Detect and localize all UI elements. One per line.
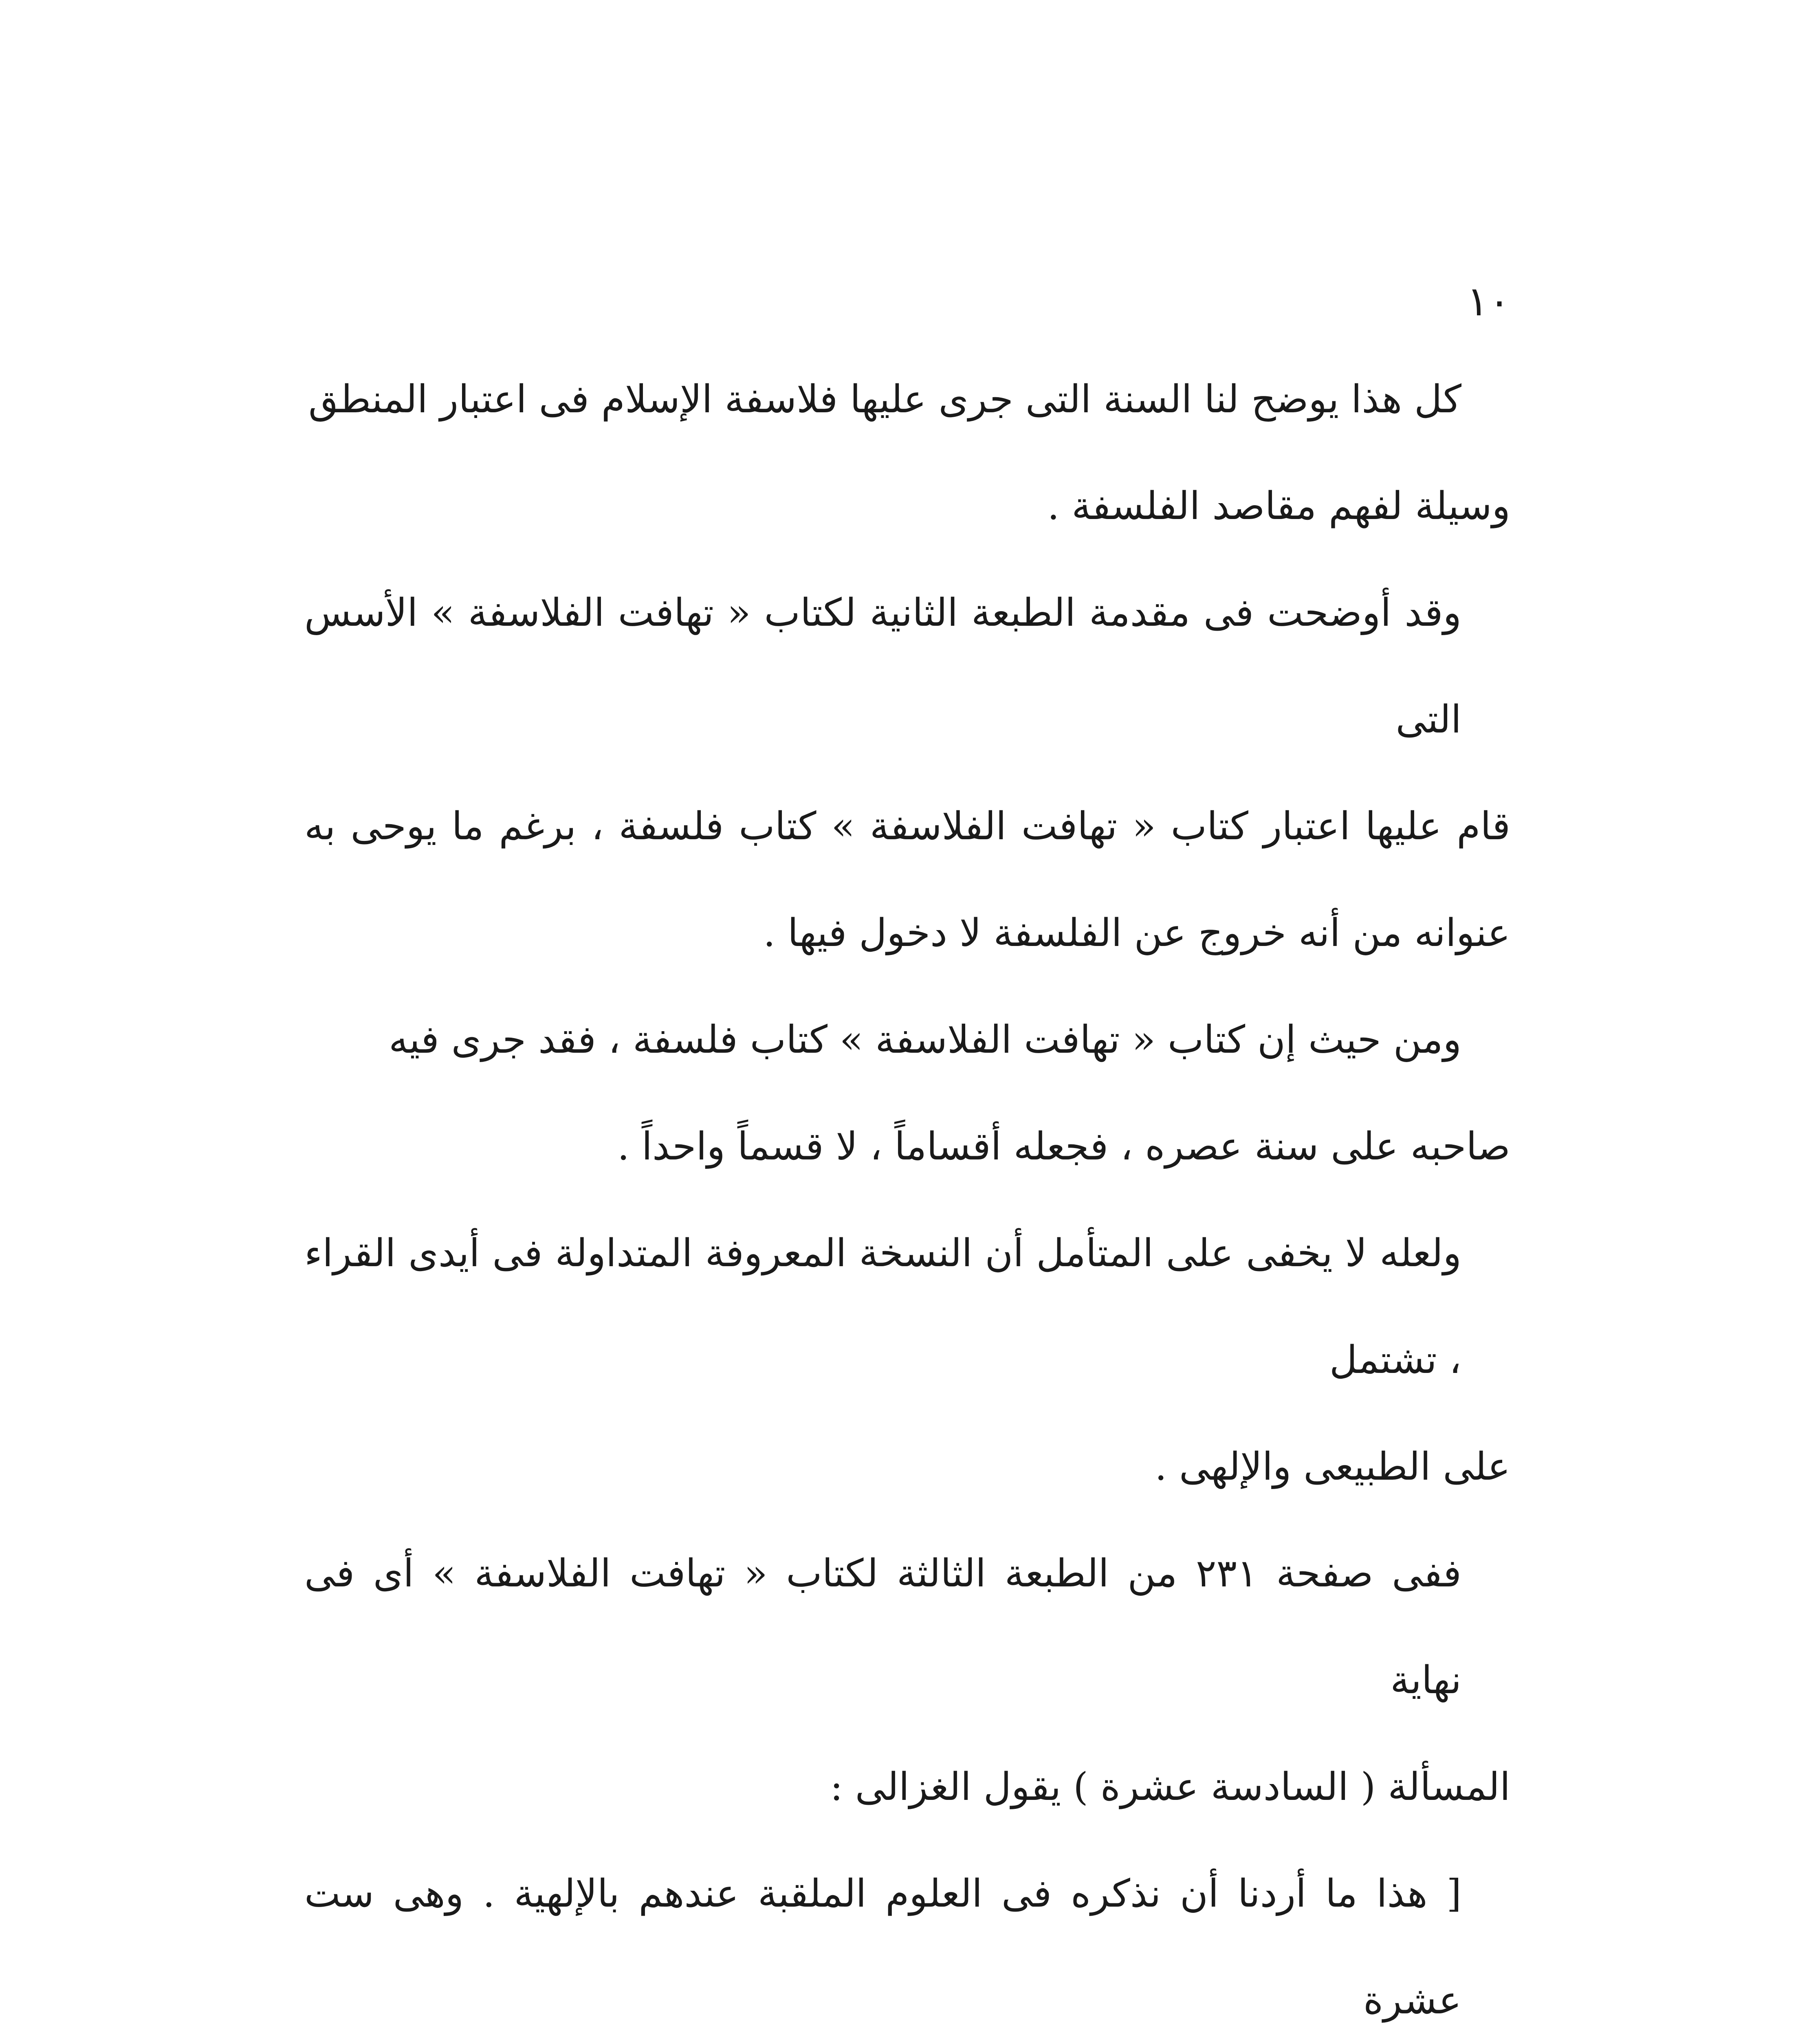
paragraph-5-first-line: ففى صفحة ٢٣١ من الطبعة الثالثة لكتاب « تهافت الفلاسفة » أى فى نهاية [304,1551,1461,1703]
paragraph-2 [304,560,1510,987]
paragraph-1 [304,346,1510,560]
paragraph-4 [304,1200,1510,1520]
body-text [304,346,1510,2037]
paragraph-2-rest: قام عليها اعتبار كتاب « تهافت الفلاسفة » كتاب فلسفة ، برغم ما يوحى به عنوانه من أنه خروج عن الفلسفة لا دخول فيها . [304,804,1510,955]
paragraph-5 [304,1520,1510,1841]
quotation-paragraph [304,1841,1510,2037]
paragraph-1-rest: وسيلة لفهم مقاصد الفلسفة . [1047,484,1510,528]
paragraph-4-first-line: ولعله لا يخفى على المتأمل أن النسخة المعروفة المتداولة فى أيدى القراء ، تشتمل [304,1231,1461,1382]
paragraph-2-first-line: وقد أوضحت فى مقدمة الطبعة الثانية لكتاب « تهافت الفلاسفة » الأسس التى [304,591,1461,742]
paragraph-3-rest: صاحبه على سنة عصره ، فجعله أقساماً ، لا قسماً واحداً . [617,1124,1510,1169]
paragraph-5-rest: المسألة ( السادسة عشرة ) يقول الغزالى : [830,1765,1510,1809]
paragraph-3 [304,987,1510,1200]
paragraph-1-first-line: كل هذا يوضح لنا السنة التى جرى عليها فلاسفة الإسلام فى اعتبار المنطق [308,377,1461,422]
page-number: ١٠ [1466,277,1510,325]
paragraph-4-rest: على الطبيعى والإلهى . [1155,1445,1510,1489]
quotation-first-line: [ هذا ما أردنا أن نذكره فى العلوم الملقبة عندهم بالإلهية . وهى ست عشرة [304,1872,1461,2023]
paragraph-3-first-line: ومن حيث إن كتاب « تهافت الفلاسفة » كتاب فلسفة ، فقد جرى فيه [389,1018,1461,1062]
